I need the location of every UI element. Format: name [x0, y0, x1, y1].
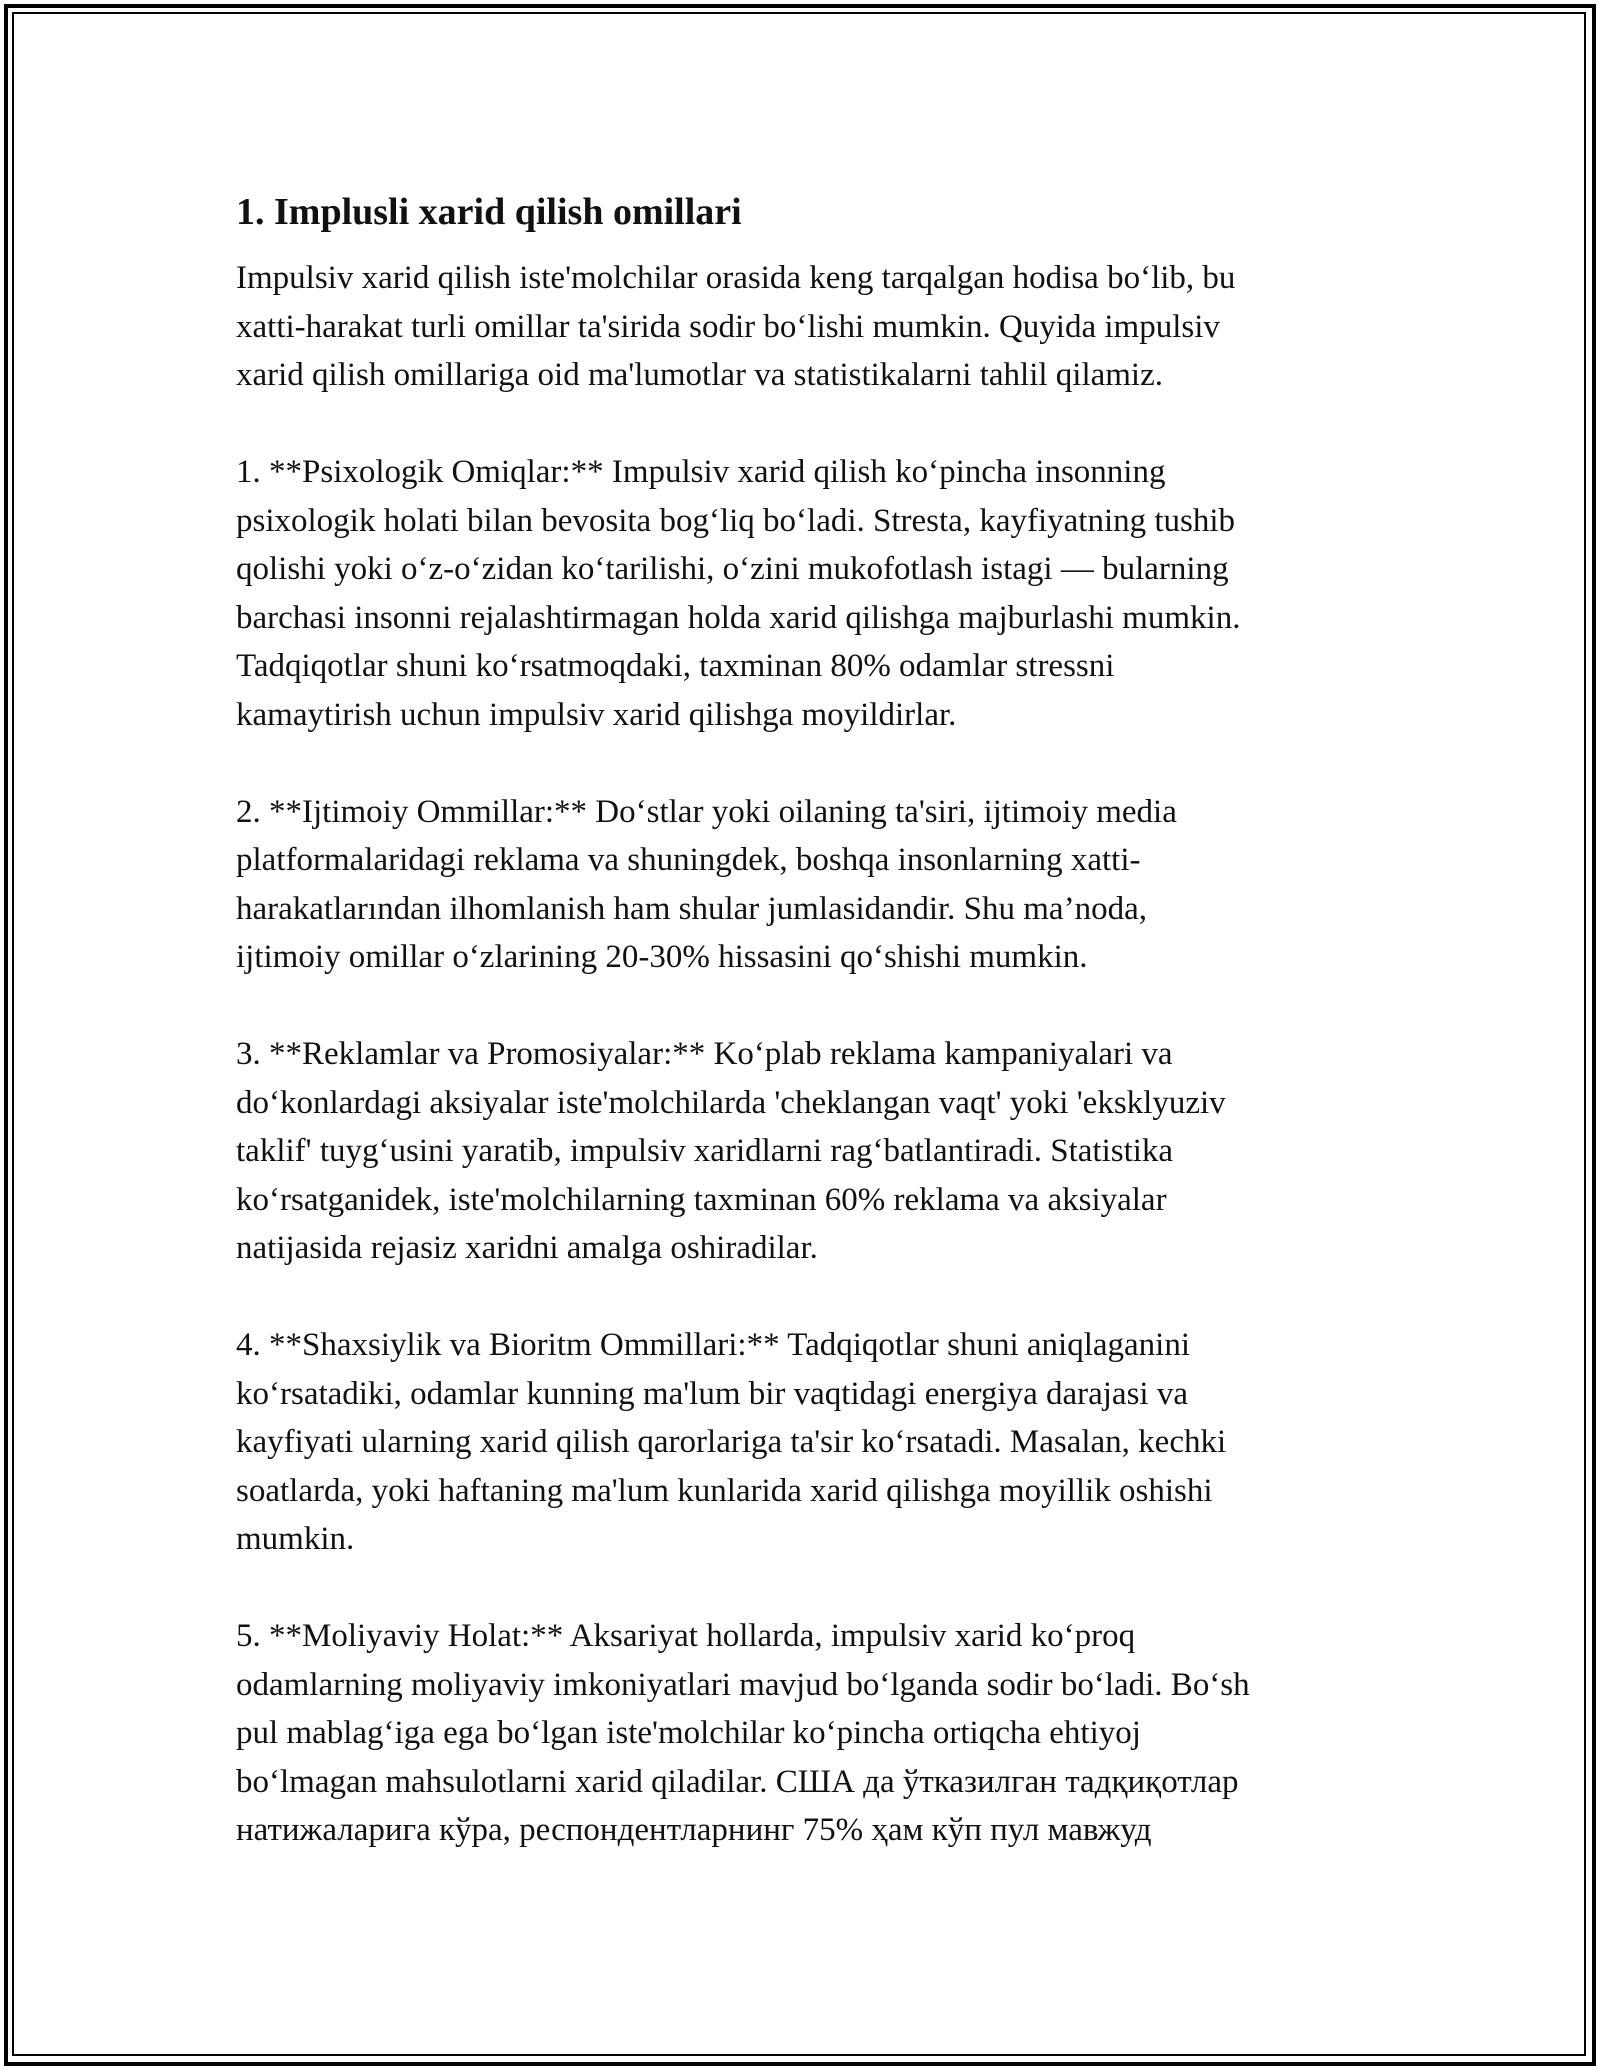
intro-paragraph: Impulsiv xarid qilish iste'molchilar orasida keng tarqalgan hodisa boʻlib, bu xatti-harakat turli omillar ta'sirida sodir boʻlishi mumkin. Quyida impulsiv xarid qilish omillariga oid ma'lumotlar va statistikalarni tahlil qilamiz.: [236, 260, 1236, 393]
factor-paragraph-advertising: 3. **Reklamlar va Promosiyalar:** Koʻplab reklama kampaniyalari va doʻkonlardagi aksiyalar iste'molchilarda 'cheklangan vaqt' yoki 'eksklyuziv taklif' tuygʻusini yaratib, impulsiv xaridlarni ragʻbatlantiradi. Statistika koʻrsatganidek, iste'molchilarning taxminan 60% reklama va aksiyalar natijasida rejasiz xaridni amalga oshiradilar.: [236, 1036, 1226, 1266]
document-body: [236, 182, 1376, 1855]
document-heading: 1. Implusli xarid qilish omillari: [236, 191, 742, 233]
factor-paragraph-financial: 5. **Moliyaviy Holat:** Aksariyat hollarda, impulsiv xarid koʻproq odamlarning moliyaviy imkoniyatlari mavjud boʻlganda sodir boʻladi. Boʻsh pul mablagʻiga ega boʻlgan iste'molchilar koʻpincha ortiqcha ehtiyoj boʻlmagan mahsulotlarni xarid qiladilar. США да ўтказилган тадқиқотлар натижаларига кўра, респондентларнинг 75% ҳам кўп пул мавжуд: [236, 1618, 1250, 1848]
factor-paragraph-social: 2. **Ijtimoiy Ommillar:** Doʻstlar yoki oilaning ta'siri, ijtimoiy media platformalaridagi reklama va shuningdek, boshqa insonlarning xatti- harakatlarından ilhomlanish ham shular jumlasidandir. Shu ma’noda, ijtimoiy omillar oʻzlarining 20-30% hissasini qoʻshishi mumkin.: [236, 793, 1177, 975]
factor-paragraph-psychological: 1. **Psixologik Omiqlar:** Impulsiv xarid qilish koʻpincha insonning psixologik holati bilan bevosita bogʻliq boʻladi. Stresta, kayfiyatning tushib qolishi yoki oʻz-oʻzidan koʻtarilishi, oʻzini mukofotlash istagi — bularning barchasi insonni rejalashtirmagan holda xarid qilishga majburlashi mumkin. Tadqiqotlar shuni koʻrsatmoqdaki, taxminan 80% odamlar stressni kamaytirish uchun impulsiv xarid qilishga moyildirlar.: [236, 454, 1241, 733]
factor-paragraph-personality: 4. **Shaxsiylik va Bioritm Ommillari:** Tadqiqotlar shuni aniqlaganini koʻrsatadiki, odamlar kunning ma'lum bir vaqtidagi energiya darajasi va kayfiyati ularning xarid qilish qarorlariga ta'sir koʻrsatadi. Masalan, kechki soatlarda, yoki haftaning ma'lum kunlarida xarid qilishga moyillik oshishi mumkin.: [236, 1327, 1227, 1557]
